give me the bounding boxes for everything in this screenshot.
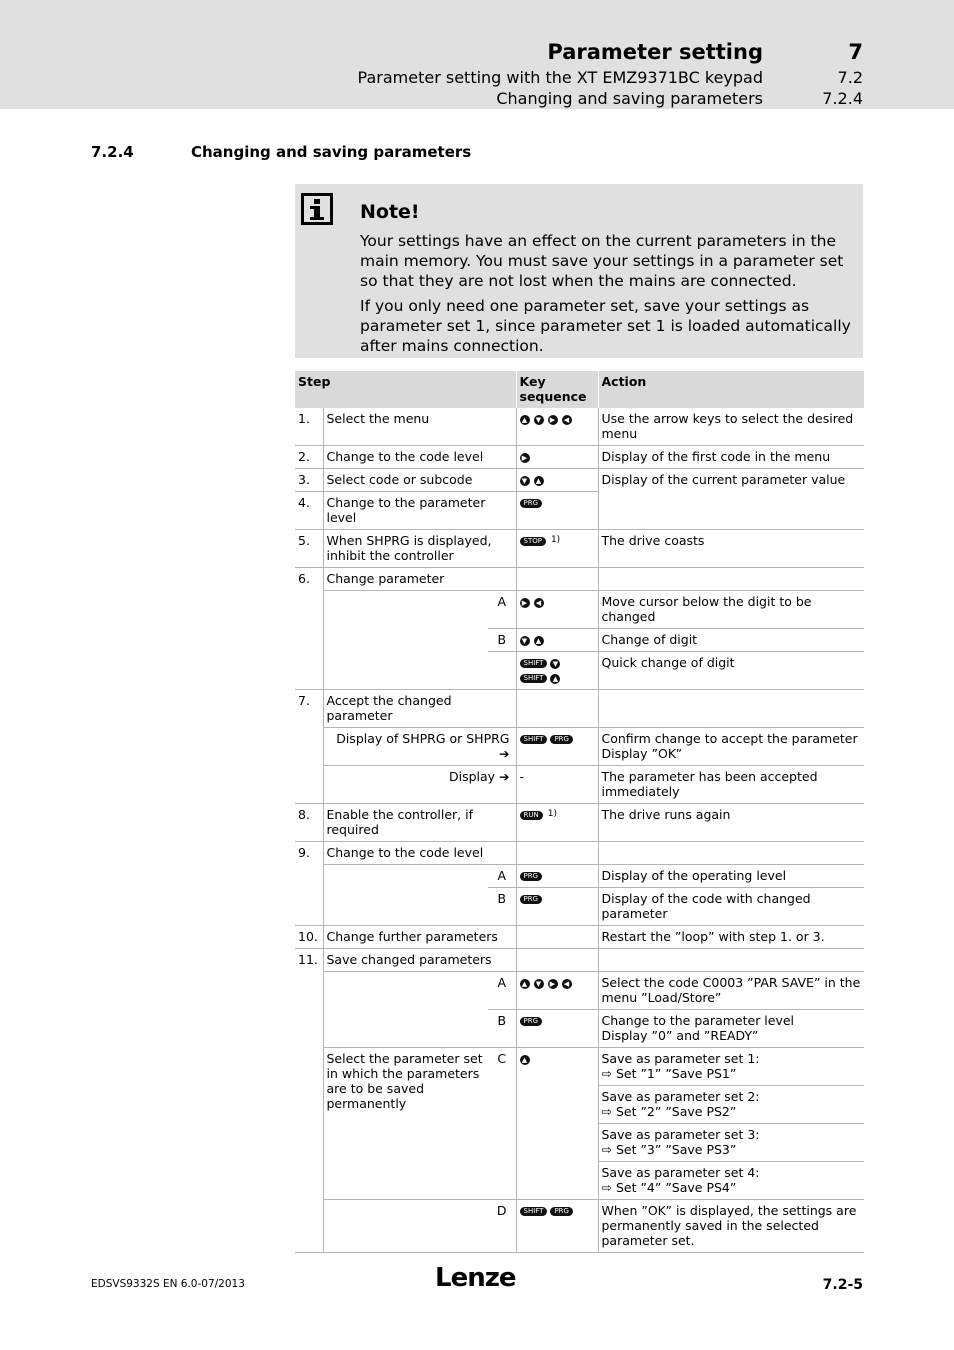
key-sequence <box>516 408 598 446</box>
action-text: Confirm change to accept the parameter Display ”OK” <box>598 728 864 766</box>
table-row <box>295 728 864 766</box>
shift-key-icon: SHIFT <box>520 659 548 668</box>
key-sequence <box>516 690 598 728</box>
arrow-down-icon: ▼ <box>520 476 530 486</box>
action-text: Save as parameter set 3: ⇨ Set ”3” ”Save PS3” <box>598 1124 864 1162</box>
arrow-up-icon: ▲ <box>534 476 544 486</box>
arrow-left-icon: ◀ <box>562 415 572 425</box>
key-sequence <box>516 888 598 926</box>
chapter-number: 7 <box>848 40 863 64</box>
step-number: 9. <box>298 845 310 860</box>
substep-letter: B <box>488 629 516 652</box>
action-text: Display of the first code in the menu <box>598 446 864 469</box>
key-sequence <box>516 865 598 888</box>
header-band <box>0 0 954 109</box>
subchapter-number: 7.2 <box>837 68 863 87</box>
action-text <box>598 568 864 591</box>
action-text: Display of the operating level <box>598 865 864 888</box>
arrow-up-icon: ▲ <box>534 636 544 646</box>
key-sequence <box>516 926 598 949</box>
action-text: Select the code C0003 ”PAR SAVE” in the menu ”Load/Store” <box>598 972 864 1010</box>
key-sequence <box>516 629 598 652</box>
arrow-down-icon: ▼ <box>534 979 544 989</box>
prg-key-icon: PRG <box>520 499 543 508</box>
action-text: Save as parameter set 1: ⇨ Set ”1” ”Save PS1” <box>598 1048 864 1086</box>
step-text: Change further parameters <box>323 926 516 949</box>
table-row <box>295 446 864 469</box>
key-sequence <box>516 469 598 492</box>
shift-key-icon: SHIFT <box>520 735 548 744</box>
arrow-down-icon: ▼ <box>550 659 560 669</box>
step-text: Display of SHPRG or SHPRG ➔ <box>323 728 516 766</box>
table-row <box>295 1200 864 1253</box>
step-text: Display ➔ <box>323 766 516 804</box>
step-text: Change to the code level <box>323 446 516 469</box>
step-number: 1. <box>295 408 323 446</box>
action-text <box>598 690 864 728</box>
footnote-marker: 1) <box>547 809 557 819</box>
run-key-icon: RUN <box>520 811 543 820</box>
note-paragraph: Your settings have an effect on the current parameters in the main memory. You must save your settings in a parameter set so that they are not lost when the mains are connected. <box>360 232 844 290</box>
step-number: 11. <box>298 952 318 967</box>
arrow-left-icon: ◀ <box>534 598 544 608</box>
substep-letter: A <box>488 865 516 888</box>
substep-letter: A <box>488 972 516 1010</box>
table-row <box>295 1010 864 1048</box>
key-sequence <box>516 530 598 568</box>
substep-letter: B <box>488 888 516 926</box>
action-text: When ”OK” is displayed, the settings are permanently saved in the selected parameter set. <box>598 1200 864 1253</box>
table-row <box>295 766 864 804</box>
table-row <box>295 1048 864 1086</box>
key-sequence <box>516 591 598 629</box>
table-row <box>295 568 864 591</box>
info-icon <box>301 193 333 225</box>
step-text: Change to the code level <box>323 842 516 865</box>
key-sequence <box>516 446 598 469</box>
footnote-marker: 1) <box>550 535 561 545</box>
arrow-down-icon: ▼ <box>520 636 530 646</box>
action-text: Use the arrow keys to select the desired menu <box>598 408 864 446</box>
arrow-right-icon: ▶ <box>520 453 530 463</box>
step-text: Change parameter <box>323 568 516 591</box>
key-sequence <box>516 728 598 766</box>
table-row <box>295 972 864 1010</box>
prg-key-icon: PRG <box>550 1207 573 1216</box>
note-title: Note! <box>360 201 420 223</box>
action-text: Display of the code with changed parameter <box>598 888 864 926</box>
table-row <box>295 888 864 926</box>
action-text: The parameter has been accepted immediately <box>598 766 864 804</box>
stop-key-icon: STOP <box>520 537 546 546</box>
table-row <box>295 865 864 888</box>
header-key-sequence: Key sequence <box>516 371 598 408</box>
key-sequence <box>516 842 598 865</box>
table-row <box>295 690 864 728</box>
step-text: When SHPRG is displayed, inhibit the controller <box>323 530 516 568</box>
header-step: Step <box>295 371 516 408</box>
table-row <box>295 408 864 446</box>
arrow-right-icon: ▶ <box>548 979 558 989</box>
shift-key-icon: SHIFT <box>520 674 548 683</box>
key-sequence <box>516 949 598 972</box>
step-number: 10. <box>295 926 323 949</box>
table-row <box>295 652 864 690</box>
action-text: The drive coasts <box>598 530 864 568</box>
action-text <box>598 949 864 972</box>
note-box <box>295 184 863 358</box>
step-table <box>295 371 864 1253</box>
step-text: Save changed parameters <box>323 949 516 972</box>
table-row <box>295 629 864 652</box>
arrow-up-icon: ▲ <box>550 674 560 684</box>
prg-key-icon: PRG <box>520 872 543 881</box>
key-sequence <box>516 568 598 591</box>
prg-key-icon: PRG <box>550 735 573 744</box>
subsection-number: 7.2.4 <box>822 89 863 108</box>
document-id: EDSVS9332S EN 6.0-07/2013 <box>91 1278 245 1290</box>
step-text: Change to the parameter level <box>323 492 516 530</box>
action-text: Quick change of digit <box>598 652 864 690</box>
section-number: 7.2.4 <box>91 143 134 161</box>
arrow-right-icon: ▶ <box>548 415 558 425</box>
action-text: Restart the ”loop” with step 1. or 3. <box>598 926 864 949</box>
step-text: Select code or subcode <box>323 469 516 492</box>
step-number: 5. <box>295 530 323 568</box>
page-number: 7.2-5 <box>822 1277 863 1293</box>
step-number: 3. <box>295 469 323 492</box>
substep-letter: B <box>488 1010 516 1048</box>
table-row <box>295 591 864 629</box>
shift-key-icon: SHIFT <box>520 1207 548 1216</box>
step-text: Enable the controller, if required <box>323 804 516 842</box>
action-text: The drive runs again <box>598 804 864 842</box>
table-row <box>295 842 864 865</box>
key-sequence <box>516 972 598 1010</box>
subchapter-title: Parameter setting with the XT EMZ9371BC keypad <box>357 68 763 87</box>
table-row <box>295 530 864 568</box>
key-sequence <box>516 492 598 530</box>
arrow-up-icon: ▲ <box>520 979 530 989</box>
chapter-title: Parameter setting <box>547 40 763 64</box>
header-action: Action <box>598 371 864 408</box>
arrow-right-icon: ▶ <box>520 598 530 608</box>
step-number: 7. <box>298 693 310 708</box>
step-number: 4. <box>295 492 323 530</box>
step-text: Select the menu <box>323 408 516 446</box>
table-row <box>295 949 864 972</box>
step-text: Accept the changed parameter <box>323 690 516 728</box>
substep-letter: D <box>488 1200 516 1253</box>
action-text: Move cursor below the digit to be changed <box>598 591 864 629</box>
key-sequence <box>516 1048 598 1200</box>
section-title: Changing and saving parameters <box>191 143 472 161</box>
step-number: 8. <box>295 804 323 842</box>
substep-letter: C <box>488 1048 516 1200</box>
table-row <box>295 469 864 492</box>
key-sequence: - <box>516 766 598 804</box>
action-text: Save as parameter set 2: ⇨ Set ”2” ”Save PS2” <box>598 1086 864 1124</box>
table-row <box>295 804 864 842</box>
note-paragraph: If you only need one parameter set, save your settings as parameter set 1, since parameter set 1 is loaded automatically after mains connection. <box>360 297 851 355</box>
key-sequence <box>516 1200 598 1253</box>
prg-key-icon: PRG <box>520 1017 543 1026</box>
step-text: Select the parameter set in which the parameters are to be saved permanently <box>323 1048 488 1200</box>
prg-key-icon: PRG <box>520 895 543 904</box>
action-text <box>598 842 864 865</box>
arrow-down-icon: ▼ <box>534 415 544 425</box>
key-sequence <box>516 804 598 842</box>
action-text: Save as parameter set 4: ⇨ Set ”4” ”Save PS4” <box>598 1162 864 1200</box>
arrow-up-icon: ▲ <box>520 415 530 425</box>
key-sequence <box>516 652 598 690</box>
action-text: Change to the parameter level Display ”0” and ”READY” <box>598 1010 864 1048</box>
substep-letter: A <box>488 591 516 629</box>
step-number: 6. <box>298 571 310 586</box>
arrow-up-icon: ▲ <box>520 1055 530 1065</box>
step-number: 2. <box>295 446 323 469</box>
action-text: Change of digit <box>598 629 864 652</box>
action-text: Display of the current parameter value <box>598 469 864 530</box>
subsection-title: Changing and saving parameters <box>496 89 763 108</box>
key-sequence <box>516 1010 598 1048</box>
lenze-logo: Lenze <box>435 1263 516 1293</box>
arrow-left-icon: ◀ <box>562 979 572 989</box>
table-row <box>295 926 864 949</box>
